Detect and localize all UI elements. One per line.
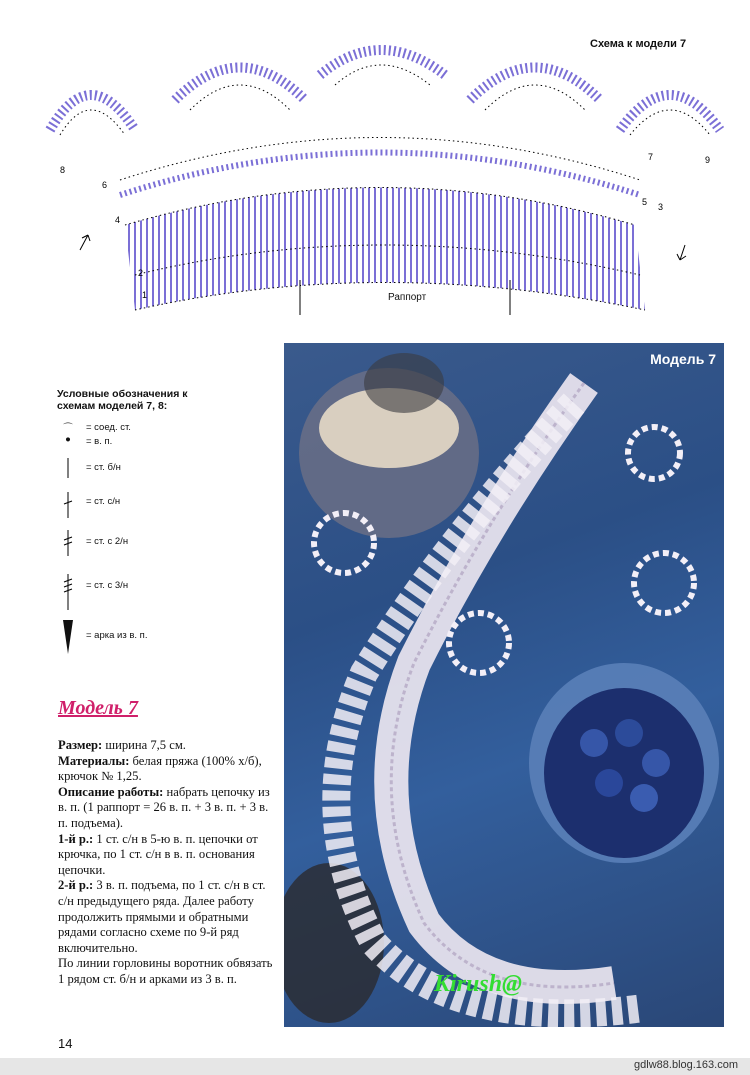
legend-item: ⌒ = соед. ст.: [58, 420, 228, 434]
fan-4: [470, 68, 600, 111]
watermark: Kirush@: [434, 971, 523, 997]
product-photo: [284, 343, 724, 1027]
row-label: 4: [115, 215, 121, 225]
description-label: Описание работы:: [58, 784, 164, 799]
chain-arch-icon: [58, 620, 78, 654]
size-text: ширина 7,5 см.: [102, 738, 186, 752]
row-label: 6: [102, 180, 108, 190]
row-label: 3: [658, 202, 664, 212]
base-rows: [125, 188, 648, 311]
treble-crochet-icon: [58, 530, 78, 556]
direction-arrow-icon: [677, 245, 686, 260]
materials-text: белая пряжа (100% х/б), крючок № 1,25.: [58, 753, 262, 784]
row1-label: 1-й р.:: [58, 831, 94, 846]
page-number: 14: [58, 1036, 73, 1051]
row-label: 9: [705, 155, 711, 165]
chain-stitch-icon: ●: [65, 434, 71, 445]
legend-item: = ст. с 2/н: [58, 530, 228, 544]
row-label: 7: [648, 152, 654, 162]
crochet-diagram: [30, 30, 730, 330]
legend-item: = ст. б/н: [58, 458, 228, 472]
row1-text: 1 ст. с/н в 5-ю в. п. цепочки от крючка, по 1 ст. с/н в в. п. основания цепочки.: [58, 831, 258, 877]
description-text: набрать цепочку из в. п. (1 раппорт = 26 в. п. + 3 в. п. + 3 в. п. подъема).: [58, 784, 270, 830]
rapport-label: Раппорт: [388, 292, 427, 303]
row-label: 1: [142, 290, 148, 300]
legend-item: ● = в. п.: [58, 434, 228, 448]
row-label: 5: [642, 197, 648, 207]
legend-item: = ст. с/н: [58, 492, 228, 506]
diagram-title: Схема к модели 7: [590, 38, 687, 50]
row2-text: 3 в. п. подъема, по 1 ст. с/н в ст. с/н предыдущего ряда. Далее работу продолжить прямыми и обратными рядами согласно схеме по 9-й ряд включительно.: [58, 878, 266, 955]
direction-arrow-icon: [80, 235, 90, 250]
row2-label: 2-й р.:: [58, 878, 94, 893]
photo-label: Модель 7: [650, 351, 716, 367]
double-crochet-icon: [58, 492, 78, 518]
fan-5: [620, 95, 720, 135]
fan-1: [50, 95, 135, 135]
size-label: Размер:: [58, 738, 103, 752]
single-crochet-icon: [58, 458, 78, 478]
finish-text: По линии горловины воротник обвязать 1 рядом ст. б/н и арками из 3 в. п.: [58, 956, 273, 986]
fan-2: [175, 68, 305, 111]
model-heading: Модель 7: [58, 697, 138, 719]
photo-illustration: [284, 343, 724, 1027]
legend-item: = арка из в. п.: [58, 620, 228, 634]
row-label: 2: [138, 268, 144, 278]
row-label: 8: [60, 165, 66, 175]
legend-title: Условные обозначения к схемам моделей 7, 8:: [57, 388, 188, 412]
footer-url: gdlw88.blog.163.com: [634, 1059, 738, 1071]
slip-stitch-icon: ⌒: [63, 423, 73, 434]
double-treble-icon: [58, 574, 78, 610]
materials-label: Материалы:: [58, 753, 130, 768]
model-description: [58, 738, 273, 988]
legend-item: = ст. с 3/н: [58, 574, 228, 588]
fan-3: [320, 50, 445, 85]
